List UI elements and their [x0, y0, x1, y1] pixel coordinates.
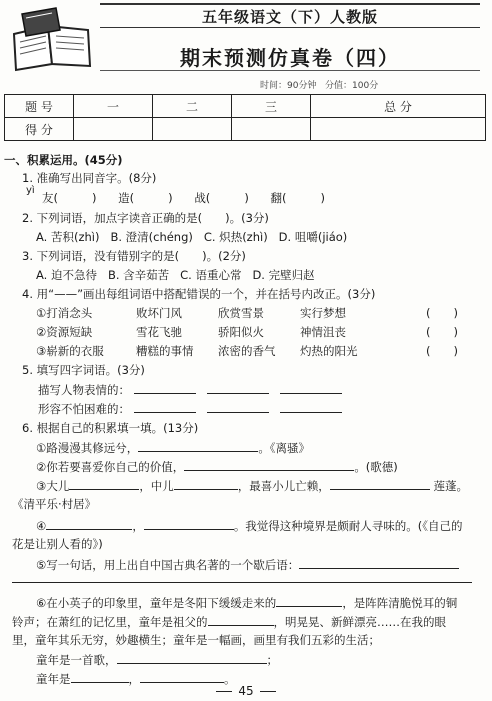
- q6-line3: ③大儿 ，中儿 ，最喜小儿亡赖， 莲蓬。: [36, 479, 468, 493]
- answer-blank[interactable]: [138, 439, 258, 452]
- answer-blank[interactable]: [69, 477, 139, 490]
- answer-blank[interactable]: [46, 517, 132, 530]
- option[interactable]: D. 咀嚼(jiáo): [278, 230, 348, 244]
- score-input[interactable]: [232, 118, 311, 141]
- answer-line[interactable]: [12, 582, 472, 583]
- q5-line1: 描写人物表情的：: [38, 381, 342, 398]
- q1-row: 友( ) 造( ) 战( ) 翻( ): [42, 191, 325, 205]
- answer-blank[interactable]: [299, 556, 459, 569]
- option[interactable]: D. 完壁归赵: [252, 268, 315, 282]
- q1-pinyin: yì: [26, 185, 35, 196]
- answer-blank[interactable]: [330, 477, 430, 490]
- q6-para-line4: 童年是一首歌， ；: [36, 653, 278, 667]
- answer-blank[interactable]: [144, 517, 234, 530]
- q6-line1: ①路漫漫其修远兮， 。《离骚》: [36, 441, 311, 455]
- q2-text: 2. 下列词语，加点字读音正确的是( )。(3分): [22, 211, 269, 225]
- q1-text: 1. 准确写出同音字。(8分): [22, 171, 157, 185]
- page-number: 45: [0, 684, 492, 698]
- option[interactable]: A. 迫不急待: [36, 268, 97, 282]
- option[interactable]: A. 苦积(zhì): [36, 230, 100, 244]
- table-row: [5, 118, 486, 141]
- table-cell: 二: [153, 95, 232, 118]
- table-cell: 得 分: [5, 118, 74, 141]
- q6-line4: ④ ， 。我觉得这种境界是颇耐人寻味的。(《自己的: [36, 519, 463, 533]
- q5-line2: 形容不怕困难的：: [38, 400, 342, 417]
- option[interactable]: C. 炽热(zhì): [203, 230, 268, 244]
- table-cell: 总 分: [311, 95, 486, 118]
- q4-text: 4. 用“——”画出每组词语中搭配错误的一个，并在括号内改正。(3分): [22, 287, 376, 301]
- answer-blank[interactable]: [117, 651, 267, 664]
- book-icon: [8, 4, 96, 74]
- q6-line5: ⑤写一句话，用上出自中国古典名著的一个歇后语：: [36, 556, 459, 573]
- table-cell: 三: [232, 95, 311, 118]
- answer-blank[interactable]: [208, 613, 274, 626]
- answer-blank[interactable]: [276, 594, 342, 607]
- table-row: [5, 95, 486, 118]
- q5-text: 5. 填写四字词语。(3分): [22, 363, 145, 377]
- time-score-info: [260, 78, 378, 91]
- q6-para-line1: ⑥在小英子的印象里，童年是冬阳下缓缓走来的 ，是阵阵清脆悦耳的铜: [36, 596, 458, 610]
- answer-blank[interactable]: [134, 381, 196, 394]
- q6-text: 6. 根据自己的积累填一填。(13分): [22, 421, 199, 435]
- q6-line3-source: 《清平乐·村居》: [12, 497, 97, 511]
- q6-para-line5: 童年是 ， 。: [36, 672, 236, 686]
- q6-line2: ②你若要喜爱你自己的价值， 。(歌德): [36, 460, 398, 474]
- page-title: 期末预测仿真卷（四）: [180, 46, 400, 70]
- score-input[interactable]: [153, 118, 232, 141]
- score-table: [4, 94, 486, 141]
- answer-blank[interactable]: [207, 400, 269, 413]
- score-label: 分值：100分: [325, 81, 379, 91]
- q6-para-line3: 里，童年其乐无穷，妙趣横生；童年是一幅画，画里有我们五彩的生活；: [12, 633, 380, 647]
- answer-blank[interactable]: [184, 458, 354, 471]
- answer-blank[interactable]: [280, 381, 342, 394]
- banner-title: 五年级语文（下）人教版: [201, 8, 378, 26]
- answer-blank[interactable]: [207, 381, 269, 394]
- section-title: 一、积累运用。(45分): [4, 153, 123, 167]
- score-input[interactable]: [74, 118, 153, 141]
- table-cell: 题 号: [5, 95, 74, 118]
- divider: [100, 70, 480, 71]
- score-input[interactable]: [311, 118, 486, 141]
- answer-blank[interactable]: [71, 670, 129, 683]
- q3-options: [36, 267, 315, 283]
- q3-text: 3. 下列词语，没有错别字的是( )。(2分): [22, 249, 246, 263]
- option[interactable]: B. 含辛茹苦: [107, 268, 170, 282]
- q6-line4-cont: 花是让别人看的》): [12, 537, 103, 551]
- answer-blank[interactable]: [280, 400, 342, 413]
- q6-para-line2: 铃声；在萧红的记忆里，童年是祖父的 ，明晃晃、新鲜漂亮……在我的眼: [12, 615, 446, 629]
- table-cell: 一: [74, 95, 153, 118]
- answer-blank[interactable]: [134, 400, 196, 413]
- time-label: 时间：90分钟: [260, 81, 317, 91]
- header-banner: [100, 3, 480, 28]
- answer-blank[interactable]: [174, 477, 238, 490]
- option[interactable]: C. 语重心常: [180, 268, 242, 282]
- q2-options: [36, 229, 347, 245]
- answer-blank[interactable]: [140, 670, 224, 683]
- option[interactable]: B. 澄清(chéng): [110, 230, 193, 244]
